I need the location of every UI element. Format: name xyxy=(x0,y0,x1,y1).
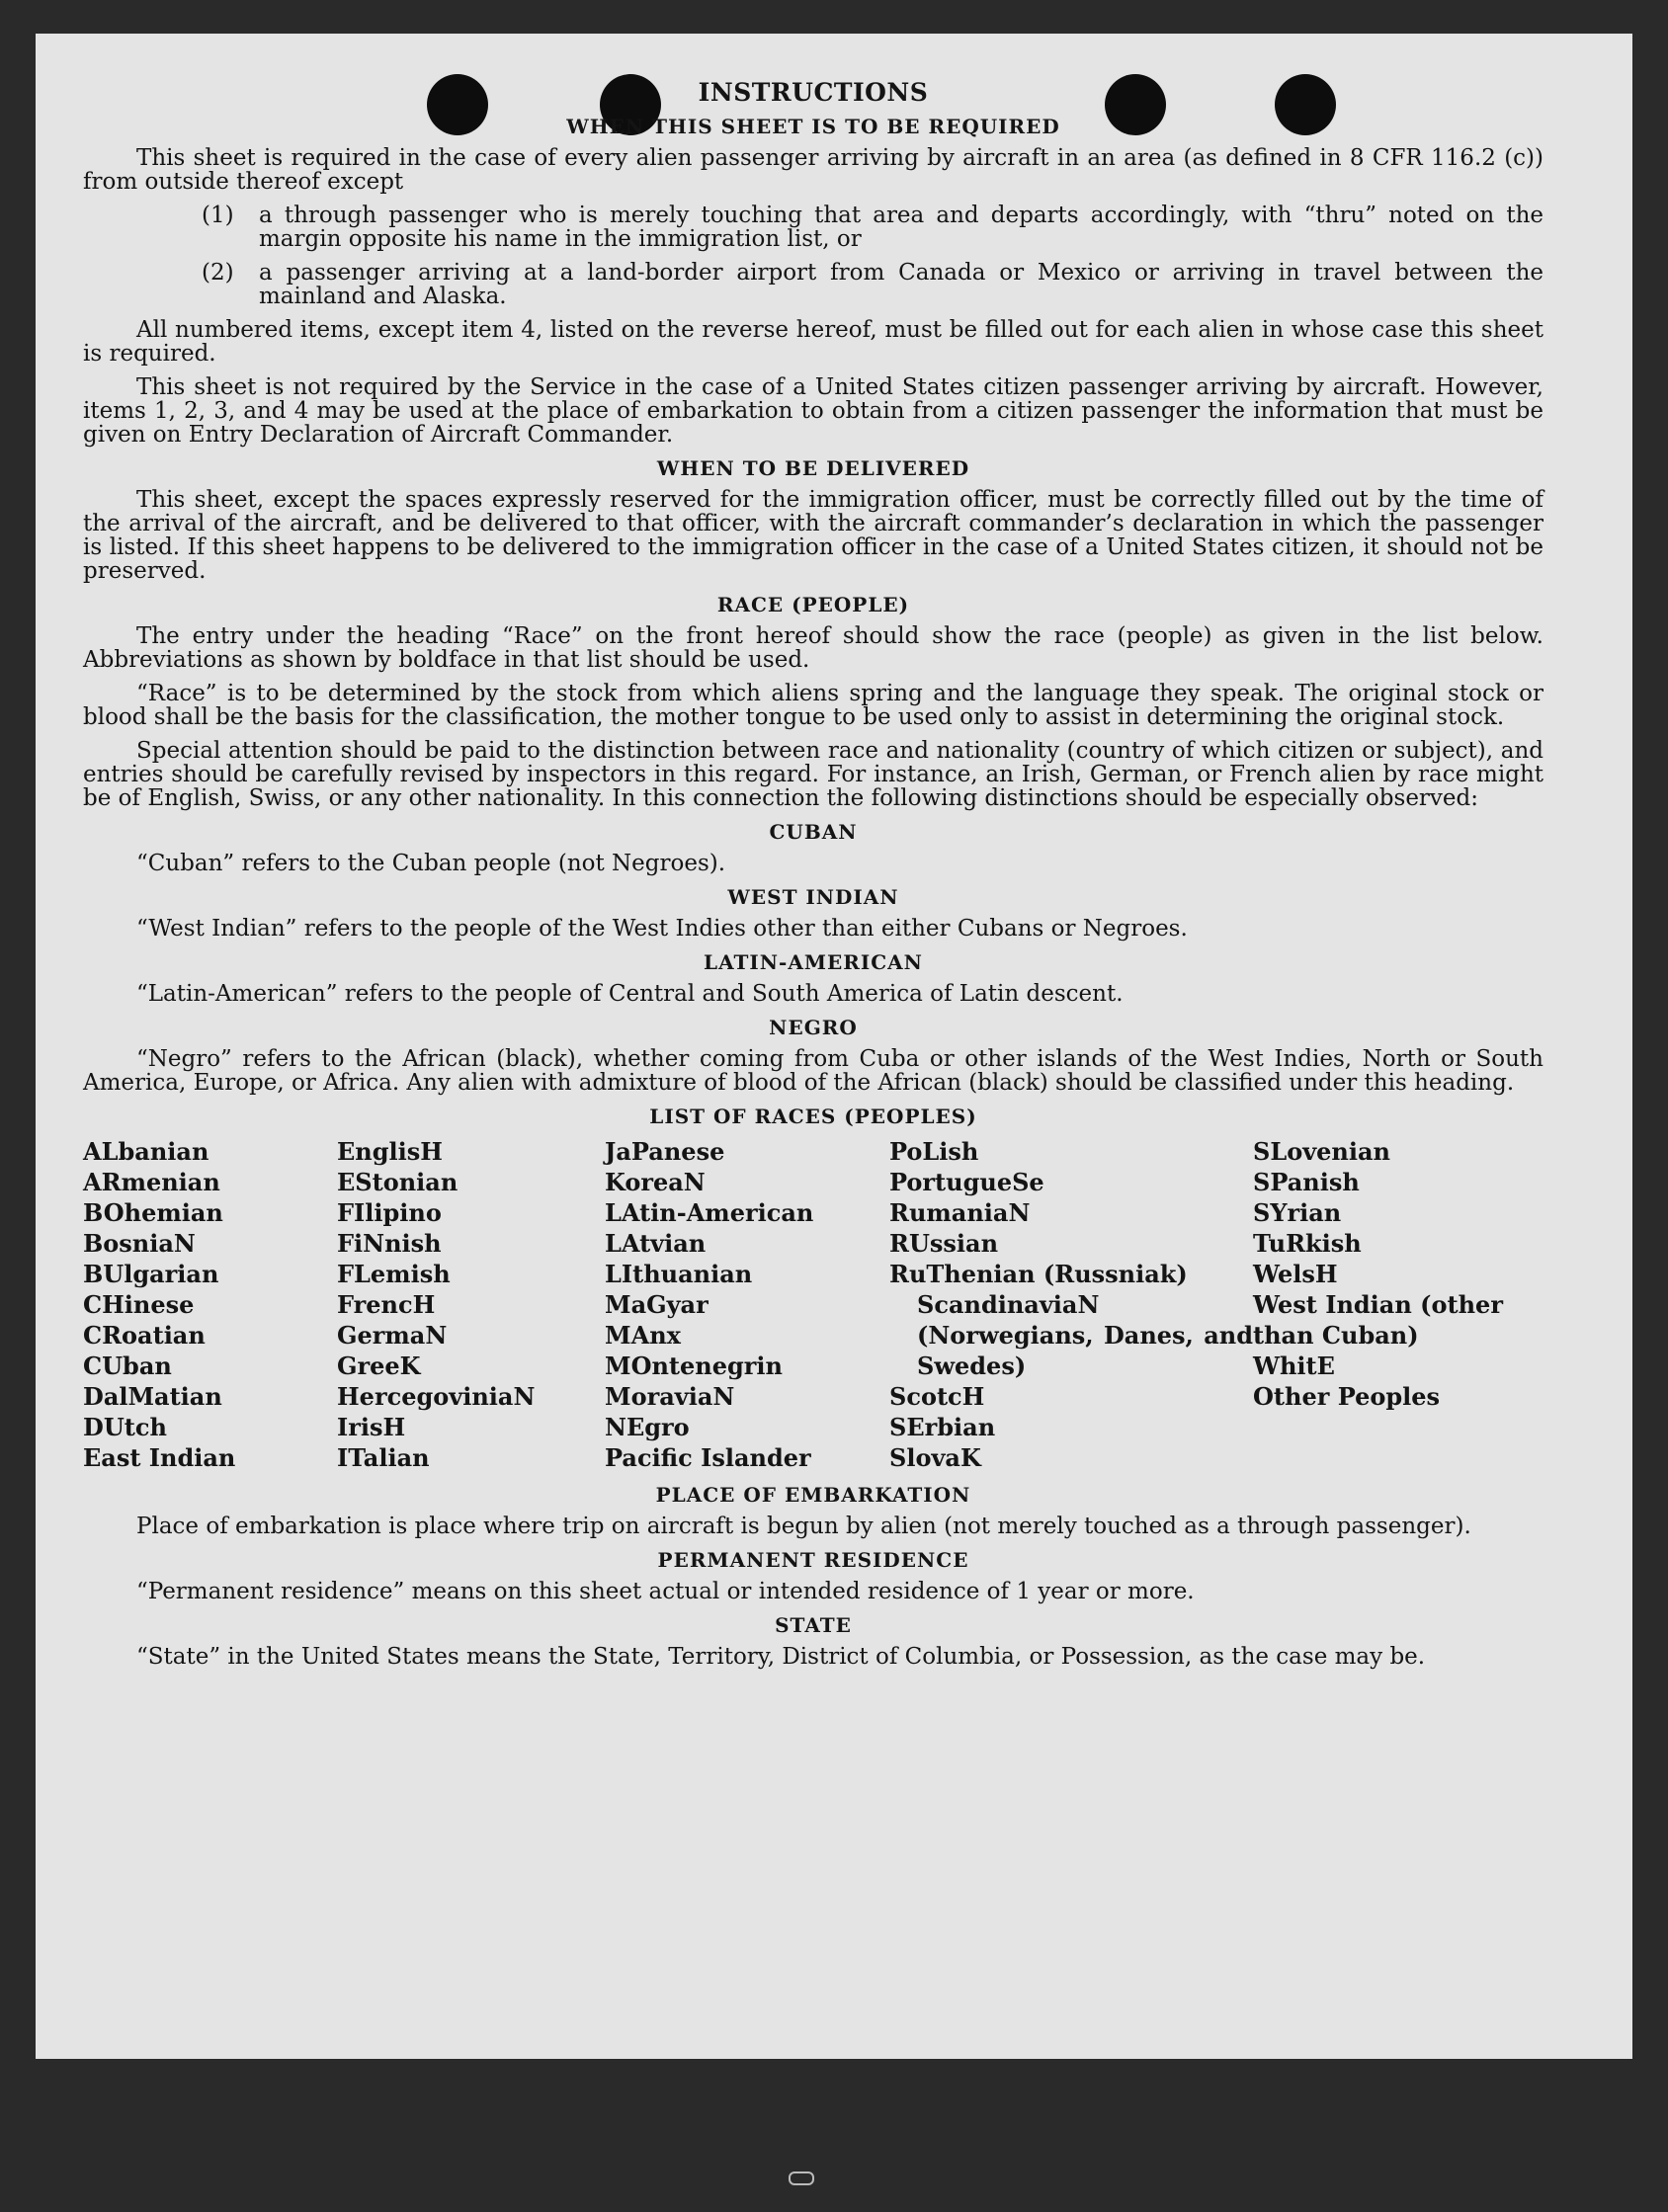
race-entry: WelsH xyxy=(1253,1260,1338,1288)
race-entry: KoreaN xyxy=(605,1168,706,1196)
race-entry: GermaN xyxy=(337,1321,448,1350)
paragraph-race-stock: “Race” is to be determined by the stock from which aliens spring and the language they speak. The original stock or blood shall be the basis for the classification, the mother tongue to be used only to assist in determining the original stock. xyxy=(83,681,1543,730)
instructions-content xyxy=(83,78,1543,1679)
race-entry: ARmenian xyxy=(83,1168,220,1196)
race-entry: NEgro xyxy=(605,1413,690,1441)
exception-text: a passenger arriving at a land-border airport from Canada or Mexico or arriving in travel between the mainland and Alaska. xyxy=(259,260,1543,309)
heading-race: RACE (PEOPLE) xyxy=(716,593,910,616)
definition-negro: “Negro” refers to the African (black), whether coming from Cuba or other islands of the West Indies, North or South America, Europe, or Africa. Any alien with admixture of blood of the African (black) should be classified under this heading. xyxy=(83,1046,1543,1096)
definition-cuban: “Cuban” refers to the Cuban people (not Negroes). xyxy=(136,851,726,876)
heading-latin-american: LATIN-AMERICAN xyxy=(704,950,923,974)
heading-when-delivered: WHEN TO BE DELIVERED xyxy=(656,456,970,480)
race-entry: MAnx xyxy=(605,1321,681,1350)
race-entry: CHinese xyxy=(83,1290,195,1319)
race-entry: GreeK xyxy=(337,1352,421,1380)
heading-state: STATE xyxy=(775,1613,852,1637)
race-entry: RuThenian (Russniak) xyxy=(889,1260,1188,1288)
race-entry: ITalian xyxy=(337,1443,430,1472)
exception-item xyxy=(83,261,1543,308)
race-entry: West Indian (other than Cuban) xyxy=(1253,1290,1503,1350)
race-entry: LAtin-American xyxy=(605,1198,814,1227)
definition-west-indian: “West Indian” refers to the people of the West Indies other than either Cubans or Negroes. xyxy=(136,916,1188,942)
race-entry: FrencH xyxy=(337,1290,436,1319)
race-entry: FIlipino xyxy=(337,1198,442,1227)
definition-embarkation: Place of embarkation is place where trip on aircraft is begun by alien (not merely touched as a through passenger). xyxy=(136,1514,1471,1539)
race-entry: HercegoviniaN xyxy=(337,1382,536,1411)
race-entry: RumaniaN xyxy=(889,1198,1031,1227)
race-entry: PortugueSe xyxy=(889,1168,1044,1196)
race-entry: DUtch xyxy=(83,1413,167,1441)
exception-text: a through passenger who is merely touching that area and departs accordingly, with “thru” noted on the margin opposite his name in the immigration list, or xyxy=(259,203,1543,252)
paragraph-citizen-passenger: This sheet is not required by the Service in the case of a United States citizen passenger arriving by aircraft. However, items 1, 2, 3, and 4 may be used at the place of embarkation to obtain from a citizen passenger the information that must be given on Entry Declaration of Aircraft Commander. xyxy=(83,374,1543,448)
race-entry: SYrian xyxy=(1253,1198,1342,1227)
race-entry: ScotcH xyxy=(889,1382,985,1411)
race-entry: SPanish xyxy=(1253,1168,1360,1196)
race-entry: PoLish xyxy=(889,1137,979,1166)
race-entry: CUban xyxy=(83,1352,172,1380)
race-entry: BOhemian xyxy=(83,1198,223,1227)
page-title: INSTRUCTIONS xyxy=(698,78,929,107)
paragraph-race-nationality: Special attention should be paid to the distinction between race and nationality (country of which citizen or subject), and entries should be carefully revised by inspectors in this regard. For instance, an Irish, German, or French alien by race might be of English, Swiss, or any other nationality. In this connection the following distinctions should be especially observed: xyxy=(83,738,1543,811)
race-entry: SErbian xyxy=(889,1413,996,1441)
paragraph-race-entry: The entry under the heading “Race” on the front hereof should show the race (people) as given in the list below. Abbreviations as shown by boldface in that list should be used. xyxy=(83,623,1543,673)
heading-embarkation: PLACE OF EMBARKATION xyxy=(655,1483,971,1507)
race-entry: Other Peoples xyxy=(1253,1382,1441,1411)
heading-west-indian: WEST INDIAN xyxy=(727,885,899,909)
race-entry: Pacific Islander xyxy=(605,1443,811,1472)
race-entry: IrisH xyxy=(337,1413,406,1441)
definition-state: “State” in the United States means the State, Territory, District of Columbia, or Possession, as the case may be. xyxy=(136,1644,1426,1670)
definition-permanent-residence: “Permanent residence” means on this sheet actual or intended residence of 1 year or more. xyxy=(136,1579,1195,1604)
race-column xyxy=(1253,1136,1543,1473)
race-column xyxy=(889,1136,1253,1473)
race-entry: LAtvian xyxy=(605,1229,707,1258)
race-column xyxy=(83,1136,337,1473)
heading-list-of-races: LIST OF RACES (PEOPLES) xyxy=(649,1105,977,1128)
race-entry: CRoatian xyxy=(83,1321,206,1350)
race-entry: FLemish xyxy=(337,1260,451,1288)
race-entry: TuRkish xyxy=(1253,1229,1362,1258)
stamp-mark-icon xyxy=(789,2171,814,2185)
race-entry: EnglisH xyxy=(337,1137,443,1166)
race-entry: MOntenegrin xyxy=(605,1352,783,1380)
race-entry: EStonian xyxy=(337,1168,459,1196)
race-column xyxy=(605,1136,889,1473)
race-entry: FiNnish xyxy=(337,1229,442,1258)
race-column xyxy=(337,1136,605,1473)
race-entry: DalMatian xyxy=(83,1382,222,1411)
race-entry: SLovenian xyxy=(1253,1137,1390,1166)
race-entry: WhitE xyxy=(1253,1352,1335,1380)
race-entry: ALbanian xyxy=(83,1137,209,1166)
race-entry: MaGyar xyxy=(605,1290,709,1319)
race-entry: LIthuanian xyxy=(605,1260,753,1288)
heading-negro: NEGRO xyxy=(769,1016,858,1039)
paragraph-numbered-items: All numbered items, except item 4, listed on the reverse hereof, must be filled out for each alien in whose case this sheet is required. xyxy=(83,317,1543,367)
race-list xyxy=(83,1136,1543,1473)
race-entry: BUlgarian xyxy=(83,1260,219,1288)
race-entry: RUssian xyxy=(889,1229,999,1258)
race-entry: East Indian xyxy=(83,1443,236,1472)
paragraph-delivery: This sheet, except the spaces expressly reserved for the immigration officer, must be correctly filled out by the time of the arrival of the aircraft, and be delivered to that officer, with the aircraft commander’s declaration in which the passenger is listed. If this sheet happens to be delivered to the immigration officer in the case of a United States citizen, it should not be preserved. xyxy=(83,487,1543,584)
race-entry: ScandinaviaN (Norwegians, Danes, and Swedes) xyxy=(917,1290,1253,1380)
heading-when-required: WHEN THIS SHEET IS TO BE REQUIRED xyxy=(566,115,1060,138)
race-entry: SlovaK xyxy=(889,1443,981,1472)
paragraph-required-intro: This sheet is required in the case of every alien passenger arriving by aircraft in an area (as defined in 8 CFR 116.2 (c)) from outside thereof except xyxy=(83,145,1543,195)
exception-number: (1) xyxy=(202,203,234,228)
race-entry: MoraviaN xyxy=(605,1382,735,1411)
race-entry: JaPanese xyxy=(605,1137,725,1166)
definition-latin-american: “Latin-American” refers to the people of Central and South America of Latin descent. xyxy=(136,981,1124,1007)
race-entry: BosniaN xyxy=(83,1229,196,1258)
exception-item xyxy=(83,204,1543,251)
heading-permanent-residence: PERMANENT RESIDENCE xyxy=(657,1548,969,1572)
exception-number: (2) xyxy=(202,260,234,286)
heading-cuban: CUBAN xyxy=(769,820,858,844)
